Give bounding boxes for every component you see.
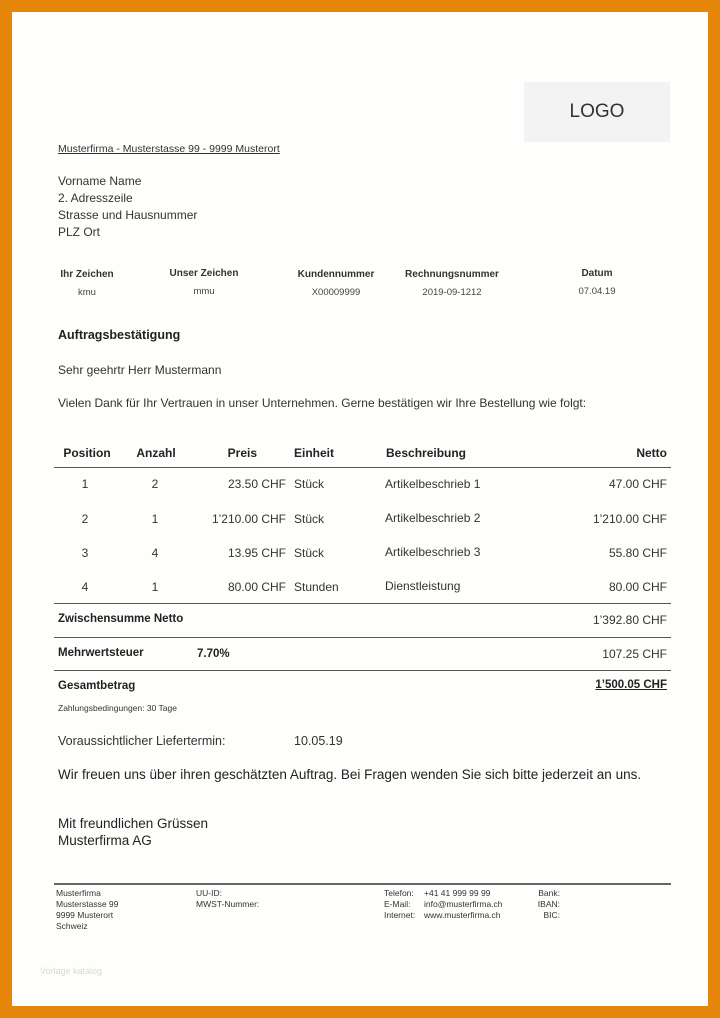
vat-value: 107.25 CHF <box>602 647 667 661</box>
intro-text: Vielen Dank für Ihr Vertrauen in unser Unternehmen. Gerne bestätigen wir Ihre Bestellung wie folgt: <box>58 396 587 410</box>
cell-beschreibung: Artikelbeschrieb 3 <box>385 545 481 559</box>
cell-preis: 1’210.00 CHF <box>211 512 286 526</box>
ref-value: 07.04.19 <box>578 286 616 297</box>
cell-netto: 55.80 CHF <box>608 546 667 560</box>
cell-preis: 13.95 CHF <box>227 546 286 560</box>
cell-einheit: Stück <box>294 546 325 560</box>
footer-address: Musterfirma Musterstasse 99 9999 Musterort Schweiz <box>56 888 119 931</box>
cell-preis: 80.00 CHF <box>227 580 286 594</box>
cell-anzahl: 1 <box>151 580 159 594</box>
greeting: Mit freundlichen Grüssen <box>58 816 209 831</box>
vat-rate: 7.70% <box>197 648 230 660</box>
total-value: 1’500.05 CHF <box>595 679 667 691</box>
cell-einheit: Stück <box>294 512 325 526</box>
logo: LOGO <box>524 82 670 142</box>
footer-rule <box>54 883 671 885</box>
ref-header: Rechnungsnummer <box>405 269 499 280</box>
vat-label: Mehrwertsteuer <box>58 647 144 659</box>
cell-netto: 1’210.00 CHF <box>592 512 667 526</box>
table-header-rule <box>54 467 671 468</box>
total-label: Gesamtbetrag <box>58 680 136 692</box>
col-header-anzahl: Anzahl <box>136 446 176 460</box>
company-name: Musterfirma AG <box>58 833 152 848</box>
cell-einheit: Stunden <box>294 580 339 594</box>
cell-netto: 47.00 CHF <box>608 477 667 491</box>
closing-text: Wir freuen uns über ihren geschätzten Auftrag. Bei Fragen wenden Sie sich bitte jederzeit an uns. <box>58 767 642 782</box>
footer-contact-labels: Telefon: E-Mail: Internet: <box>384 888 416 920</box>
footer-contact-values: +41 41 999 99 99 info@musterfirma.ch www.musterfirma.ch <box>424 888 503 920</box>
ref-value: mmu <box>193 286 215 297</box>
ref-header: Unser Zeichen <box>169 268 239 279</box>
recipient-line: 2. Adresszeile <box>58 191 133 205</box>
col-header-position: Position <box>63 446 111 460</box>
ref-value: X00009999 <box>311 287 361 298</box>
ref-value: 2019-09-1212 <box>422 287 482 298</box>
watermark: Vorlage katalog <box>40 966 103 976</box>
col-header-preis: Preis <box>227 446 257 460</box>
subtotal-label: Zwischensumme Netto <box>58 613 184 625</box>
col-header-beschreibung: Beschreibung <box>386 446 467 460</box>
vat-rule <box>54 670 671 671</box>
cell-beschreibung: Dienstleistung <box>385 579 461 593</box>
ref-header: Kundennummer <box>297 269 375 280</box>
recipient-line: Vorname Name <box>58 174 142 188</box>
col-header-netto: Netto <box>636 446 667 460</box>
cell-anzahl: 2 <box>151 477 159 491</box>
ref-header: Datum <box>581 268 613 279</box>
cell-position: 4 <box>81 580 89 594</box>
ref-header: Ihr Zeichen <box>60 269 114 280</box>
cell-anzahl: 4 <box>151 546 159 560</box>
subtotal-value: 1’392.80 CHF <box>592 613 667 627</box>
cell-anzahl: 1 <box>151 512 159 526</box>
cell-netto: 80.00 CHF <box>608 580 667 594</box>
recipient-line: PLZ Ort <box>58 225 101 239</box>
subtotal-rule <box>54 637 671 638</box>
document-title: Auftragsbestätigung <box>58 328 181 342</box>
document-page <box>12 12 708 1006</box>
delivery-date: 10.05.19 <box>294 734 343 748</box>
recipient-line: Strasse und Hausnummer <box>58 208 198 222</box>
col-header-einheit: Einheit <box>294 446 335 460</box>
cell-beschreibung: Artikelbeschrieb 1 <box>385 477 481 491</box>
ref-value: kmu <box>78 287 96 298</box>
cell-einheit: Stück <box>294 477 325 491</box>
cell-preis: 23.50 CHF <box>227 477 286 491</box>
footer-ids: UU-ID: MWST-Nummer: <box>196 888 260 909</box>
table-bottom-rule <box>54 603 671 604</box>
cell-position: 2 <box>81 512 89 526</box>
cell-position: 3 <box>81 546 89 560</box>
delivery-label: Voraussichtlicher Liefertermin: <box>58 734 226 748</box>
sender-line: Musterfirma - Musterstasse 99 - 9999 Musterort <box>58 143 280 155</box>
cell-position: 1 <box>81 477 89 491</box>
salutation: Sehr geehrtr Herr Mustermann <box>58 363 222 377</box>
cell-beschreibung: Artikelbeschrieb 2 <box>385 511 481 525</box>
payment-terms: Zahlungsbedingungen: 30 Tage <box>58 703 177 713</box>
footer-bank-labels: Bank: IBAN: BIC: <box>537 888 560 920</box>
